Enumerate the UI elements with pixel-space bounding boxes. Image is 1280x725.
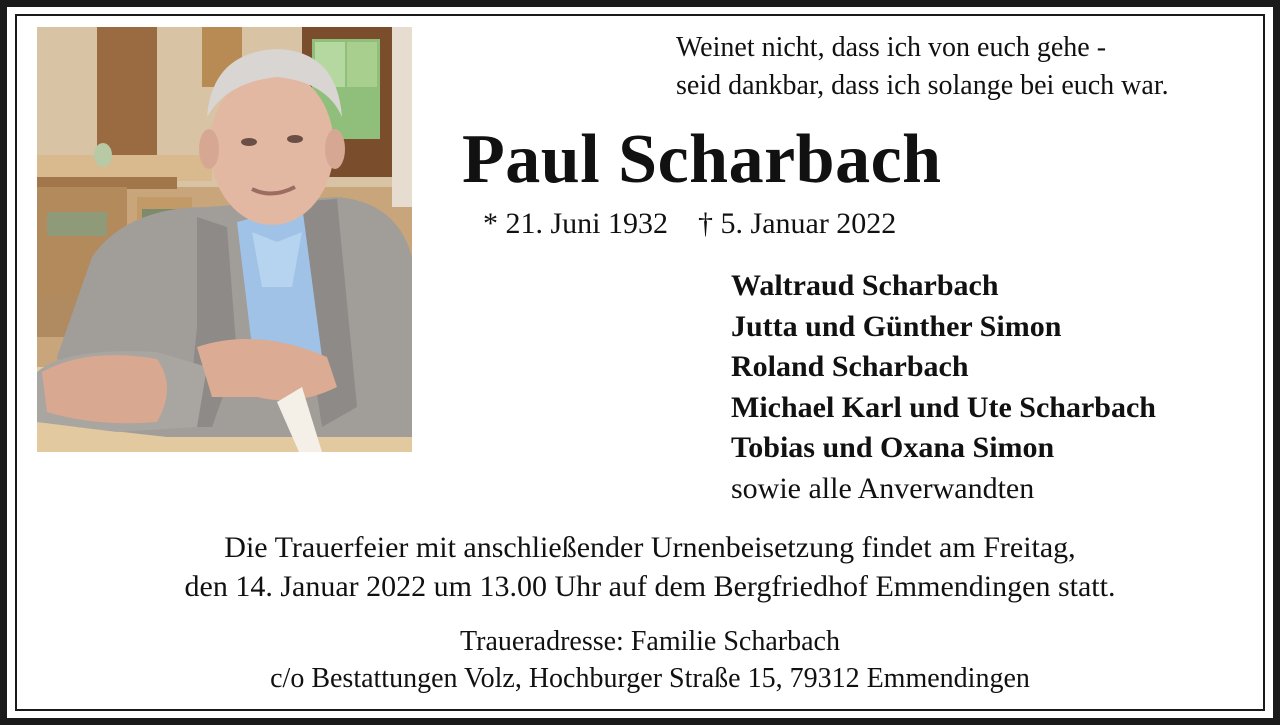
funeral-announcement	[40, 528, 1260, 606]
mourner-name: Michael Karl und Ute Scharbach	[731, 390, 1156, 424]
mourning-address	[40, 623, 1260, 697]
quote-line-2: seid dankbar, dass ich solange bei euch war.	[676, 70, 1169, 101]
address-line-1: Traueradresse: Familie Scharbach	[460, 626, 840, 657]
memorial-quote	[676, 29, 1169, 105]
funeral-line-1: Die Trauerfeier mit anschließender Urnenbeisetzung findet am Freitag,	[224, 531, 1076, 564]
mourners-list	[731, 266, 1156, 509]
death-date: † 5. Januar 2022	[698, 207, 897, 240]
life-dates	[483, 205, 896, 243]
portrait-photo	[37, 27, 412, 452]
funeral-line-2: den 14. Januar 2022 um 13.00 Uhr auf dem Bergfriedhof Emmendingen statt.	[184, 570, 1116, 603]
mourner-name: Tobias und Oxana Simon	[731, 431, 1055, 464]
mourner-name: Roland Scharbach	[731, 350, 969, 383]
mourner-name: Waltraud Scharbach	[731, 269, 999, 302]
address-line-2: c/o Bestattungen Volz, Hochburger Straße 15, 79312 Emmendingen	[270, 663, 1030, 694]
quote-line-1: Weinet nicht, dass ich von euch gehe -	[676, 32, 1107, 63]
mourner-name: Jutta und Günther Simon	[731, 309, 1062, 343]
deceased-name: Paul Scharbach	[462, 121, 942, 198]
other-relatives: sowie alle Anverwandten	[731, 471, 1035, 505]
birth-date: * 21. Juni 1932	[483, 207, 669, 240]
